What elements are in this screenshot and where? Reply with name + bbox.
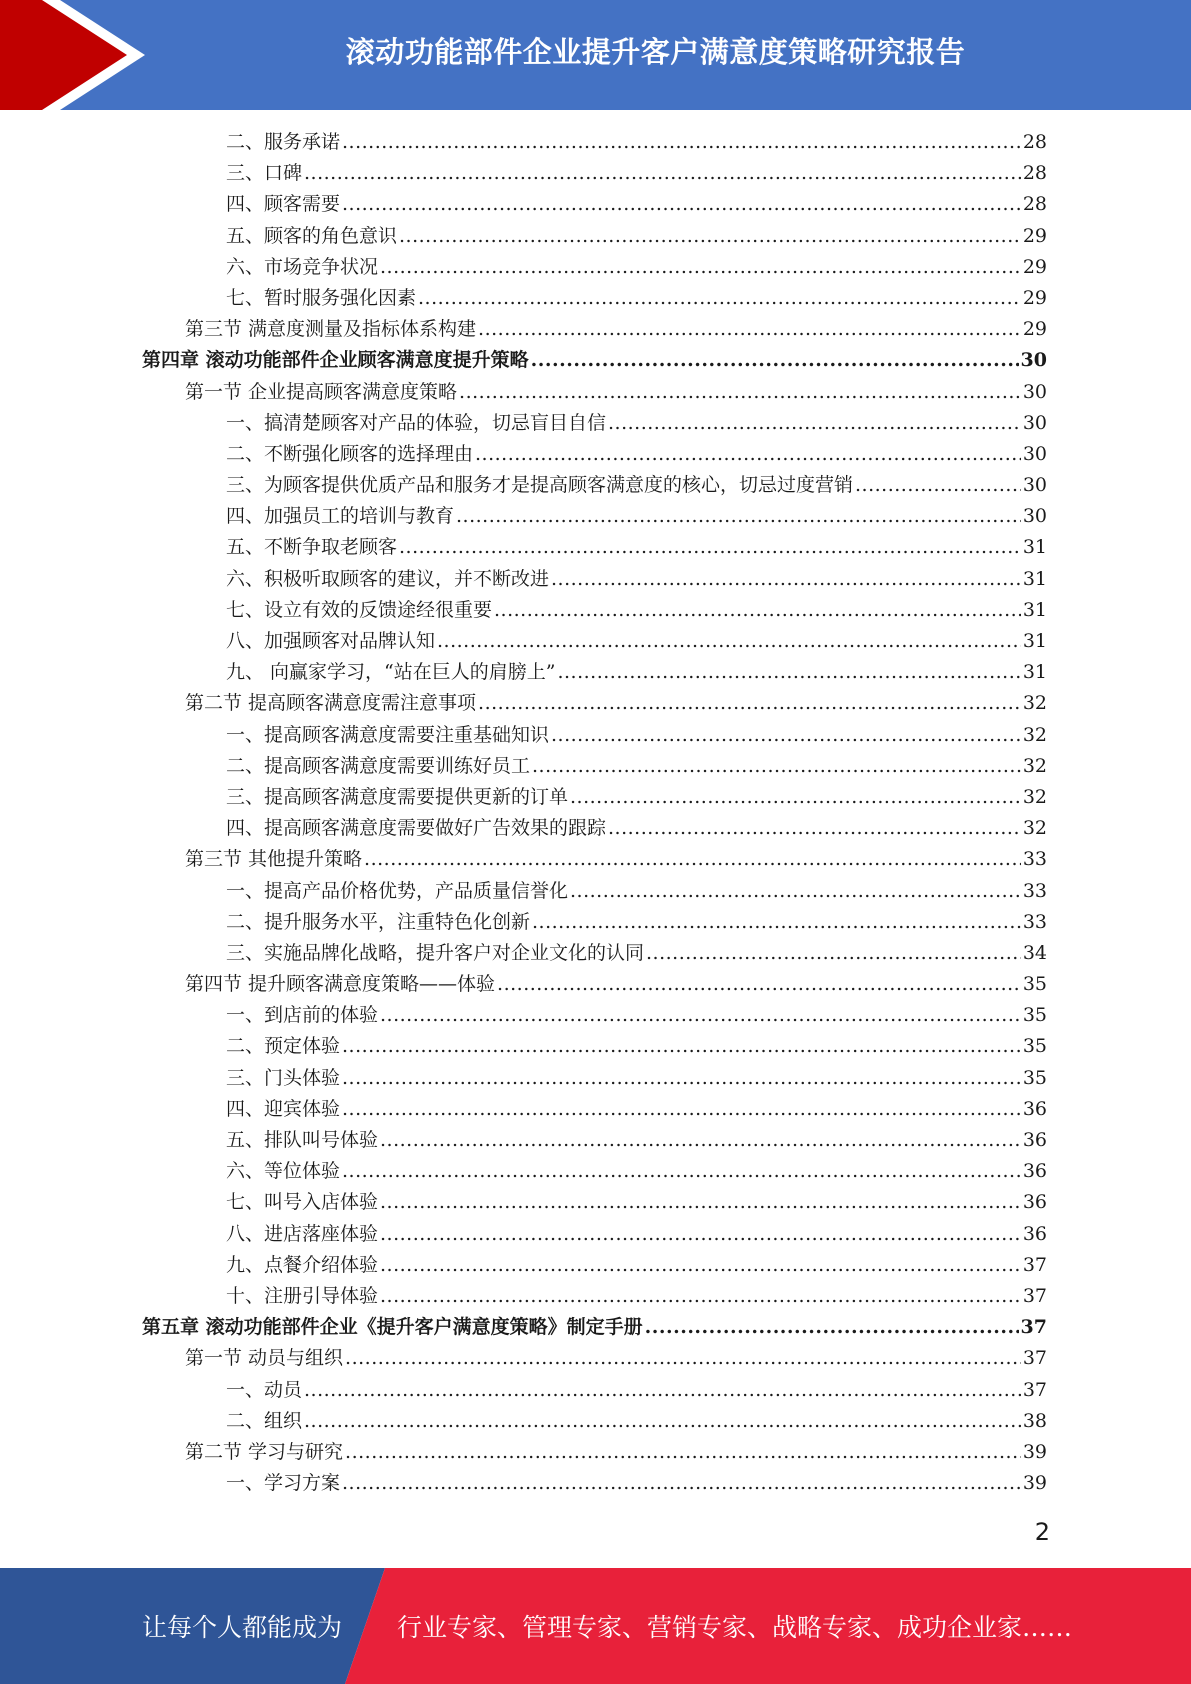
toc-entry-label: 一、提高产品价格优势，产品质量信誉化 bbox=[226, 879, 569, 902]
toc-entry-page: 31 bbox=[1022, 567, 1047, 590]
toc-entry[interactable] bbox=[0, 1250, 1191, 1281]
toc-entry[interactable] bbox=[0, 564, 1191, 595]
toc-entry-label: 二、预定体验 bbox=[226, 1035, 341, 1058]
toc-entry-label: 三、实施品牌化战略，提升客户对企业文化的认同 bbox=[226, 941, 645, 964]
footer-slogan-left: 让每个人都能成为 bbox=[142, 1613, 343, 1642]
toc-dot-leader bbox=[855, 470, 1021, 501]
toc-dot-leader bbox=[608, 408, 1021, 439]
toc-entry[interactable] bbox=[0, 657, 1191, 688]
toc-dot-leader bbox=[342, 127, 1021, 158]
toc-entry-label: 三、门头体验 bbox=[226, 1066, 341, 1089]
toc-dot-leader bbox=[342, 189, 1021, 220]
toc-dot-leader bbox=[475, 439, 1021, 470]
toc-entry-label: 七、暂时服务强化因素 bbox=[226, 286, 417, 309]
toc-entry-label: 第四章 滚动功能部件企业顾客满意度提升策略 bbox=[142, 349, 529, 372]
toc-entry-page: 36 bbox=[1022, 1191, 1047, 1214]
page-number: 2 bbox=[1034, 1518, 1050, 1546]
toc-entry-page: 31 bbox=[1022, 630, 1047, 652]
toc-entry-label: 七、设立有效的反馈途经很重要 bbox=[226, 598, 493, 621]
page-footer bbox=[0, 1568, 1191, 1684]
toc-dot-leader bbox=[304, 1406, 1021, 1437]
toc-dot-leader bbox=[399, 221, 1021, 252]
toc-entry-label: 一、搞清楚顾客对产品的体验，切忌盲目自信 bbox=[226, 411, 607, 434]
toc-entry-page: 35 bbox=[1022, 1066, 1047, 1089]
toc-dot-leader bbox=[497, 969, 1021, 1000]
toc-entry-label: 五、排队叫号体验 bbox=[226, 1129, 379, 1151]
toc-entry[interactable] bbox=[0, 626, 1191, 657]
toc-dot-leader bbox=[304, 1375, 1021, 1406]
toc-entry-page: 39 bbox=[1022, 1472, 1047, 1495]
toc-entry-page: 32 bbox=[1022, 754, 1047, 777]
toc-dot-leader bbox=[342, 1063, 1021, 1094]
toc-dot-leader bbox=[532, 751, 1021, 782]
toc-entry[interactable] bbox=[0, 1063, 1191, 1094]
toc-entry[interactable] bbox=[0, 1187, 1191, 1218]
toc-entry[interactable] bbox=[0, 252, 1191, 283]
toc-entry[interactable] bbox=[0, 1219, 1191, 1250]
toc-dot-leader bbox=[342, 1031, 1021, 1062]
toc-entry-page: 37 bbox=[1020, 1316, 1047, 1339]
toc-entry-page: 35 bbox=[1022, 1004, 1047, 1027]
toc-dot-leader bbox=[570, 876, 1021, 907]
toc-entry-page: 32 bbox=[1022, 723, 1047, 746]
toc-entry-page: 30 bbox=[1022, 442, 1047, 465]
toc-entry-label: 第四节 提升顾客满意度策略——体验 bbox=[185, 973, 496, 996]
toc-entry-label: 六、等位体验 bbox=[226, 1160, 341, 1183]
toc-entry-page: 29 bbox=[1022, 286, 1047, 309]
toc-entry-label: 六、积极听取顾客的建议，并不断改进 bbox=[226, 567, 550, 590]
toc-dot-leader bbox=[342, 1094, 1021, 1125]
toc-entry[interactable] bbox=[0, 876, 1191, 907]
toc-entry-page: 37 bbox=[1022, 1284, 1047, 1307]
toc-entry-label: 六、市场竞争状况 bbox=[226, 255, 379, 278]
toc-entry-label: 第一节 企业提高顾客满意度策略 bbox=[185, 380, 458, 403]
toc-dot-leader bbox=[478, 688, 1021, 719]
toc-entry[interactable] bbox=[0, 314, 1191, 345]
toc-entry[interactable] bbox=[0, 907, 1191, 938]
toc-entry-label: 九、点餐介绍体验 bbox=[226, 1253, 379, 1276]
toc-entry-label: 三、提高顾客满意度需要提供更新的订单 bbox=[226, 785, 569, 808]
toc-entry-page: 31 bbox=[1022, 598, 1047, 621]
page-header bbox=[0, 0, 1191, 110]
toc-dot-leader bbox=[345, 1437, 1021, 1468]
toc-entry-page: 35 bbox=[1022, 1035, 1047, 1058]
toc-entry-label: 四、加强员工的培训与教育 bbox=[226, 505, 455, 528]
toc-dot-leader bbox=[456, 501, 1021, 532]
toc-dot-leader bbox=[608, 813, 1021, 844]
toc-entry[interactable] bbox=[0, 1156, 1191, 1187]
toc-entry[interactable] bbox=[0, 345, 1191, 376]
toc-entry-label: 二、服务承诺 bbox=[226, 131, 341, 153]
toc-entry-label: 九、 向赢家学习，“站在巨人的肩膀上” bbox=[226, 661, 556, 684]
toc-dot-leader bbox=[380, 1281, 1021, 1312]
toc-entry-page: 37 bbox=[1022, 1347, 1047, 1370]
toc-entry[interactable] bbox=[0, 938, 1191, 969]
toc-dot-leader bbox=[380, 1000, 1021, 1031]
toc-entry-label: 七、叫号入店体验 bbox=[226, 1191, 379, 1214]
toc-entry[interactable] bbox=[0, 501, 1191, 532]
toc-entry[interactable] bbox=[0, 1312, 1191, 1343]
toc-entry[interactable] bbox=[0, 1375, 1191, 1406]
toc-entry-label: 第三节 满意度测量及指标体系构建 bbox=[185, 318, 477, 341]
toc-entry-label: 三、口碑 bbox=[226, 162, 303, 185]
toc-entry-page: 39 bbox=[1022, 1440, 1047, 1463]
toc-entry-label: 二、提高顾客满意度需要训练好员工 bbox=[226, 754, 531, 777]
toc-entry-label: 五、顾客的角色意识 bbox=[226, 224, 398, 247]
toc-entry[interactable] bbox=[0, 532, 1191, 563]
toc-entry-page: 30 bbox=[1020, 349, 1047, 372]
toc-entry[interactable] bbox=[0, 1281, 1191, 1312]
toc-entry-label: 四、提高顾客满意度需要做好广告效果的跟踪 bbox=[226, 817, 607, 840]
footer-slogan-right: 行业专家、管理专家、营销专家、战略专家、成功企业家…… bbox=[397, 1613, 1073, 1642]
toc-entry-label: 八、进店落座体验 bbox=[226, 1222, 379, 1245]
toc-dot-leader bbox=[380, 1219, 1021, 1250]
toc-entry[interactable] bbox=[0, 377, 1191, 408]
toc-entry[interactable] bbox=[0, 439, 1191, 470]
toc-entry-label: 二、组织 bbox=[226, 1409, 303, 1432]
toc-entry[interactable] bbox=[0, 189, 1191, 220]
toc-dot-leader bbox=[380, 1125, 1021, 1156]
toc-dot-leader bbox=[531, 345, 1019, 376]
toc-entry-page: 37 bbox=[1022, 1253, 1047, 1276]
toc-entry-page: 32 bbox=[1022, 817, 1047, 840]
toc-entry[interactable] bbox=[0, 283, 1191, 314]
toc-entry[interactable] bbox=[0, 1094, 1191, 1125]
header-arrow-decoration bbox=[0, 0, 170, 110]
toc-entry[interactable] bbox=[0, 1125, 1191, 1156]
toc-dot-leader bbox=[646, 938, 1021, 969]
toc-entry[interactable] bbox=[0, 158, 1191, 189]
toc-entry-label: 二、不断强化顾客的选择理由 bbox=[226, 442, 474, 465]
toc-entry-page: 32 bbox=[1022, 785, 1047, 808]
toc-entry[interactable] bbox=[0, 1000, 1191, 1031]
toc-entry[interactable] bbox=[0, 844, 1191, 875]
toc-dot-leader bbox=[380, 252, 1021, 283]
toc-entry-page: 36 bbox=[1022, 1097, 1047, 1120]
toc-entry[interactable] bbox=[0, 1031, 1191, 1062]
toc-entry-page: 29 bbox=[1022, 318, 1047, 341]
toc-dot-leader bbox=[342, 1468, 1021, 1499]
toc-entry-page: 30 bbox=[1022, 380, 1047, 403]
toc-entry[interactable] bbox=[0, 688, 1191, 719]
toc-dot-leader bbox=[380, 1250, 1021, 1281]
toc-entry[interactable] bbox=[0, 751, 1191, 782]
toc-entry-page: 36 bbox=[1022, 1222, 1047, 1245]
toc-entry-label: 第一节 动员与组织 bbox=[185, 1347, 344, 1370]
toc-dot-leader bbox=[345, 1343, 1021, 1374]
toc-entry-label: 五、不断争取老顾客 bbox=[226, 536, 398, 559]
toc-entry-page: 32 bbox=[1022, 692, 1047, 715]
toc-entry-label: 三、为顾客提供优质产品和服务才是提高顾客满意度的核心，切忌过度营销 bbox=[226, 474, 854, 497]
toc-dot-leader bbox=[399, 532, 1021, 563]
toc-entry-label: 第二节 提高顾客满意度需注意事项 bbox=[185, 692, 477, 715]
toc-entry-page: 30 bbox=[1022, 474, 1047, 497]
toc-entry-page: 30 bbox=[1022, 411, 1047, 434]
toc-entry-page: 36 bbox=[1022, 1129, 1047, 1151]
toc-entry[interactable] bbox=[0, 595, 1191, 626]
table-of-contents bbox=[0, 127, 1191, 1499]
toc-entry-label: 八、加强顾客对品牌认知 bbox=[226, 630, 436, 652]
toc-dot-leader bbox=[494, 595, 1021, 626]
toc-dot-leader bbox=[364, 844, 1021, 875]
toc-dot-leader bbox=[570, 782, 1021, 813]
toc-dot-leader bbox=[551, 564, 1021, 595]
toc-entry-page: 31 bbox=[1022, 536, 1047, 559]
toc-entry-label: 一、到店前的体验 bbox=[226, 1004, 379, 1027]
toc-entry-label: 十、注册引导体验 bbox=[226, 1284, 379, 1307]
toc-entry-page: 33 bbox=[1022, 910, 1047, 933]
toc-entry[interactable] bbox=[0, 221, 1191, 252]
toc-dot-leader bbox=[418, 283, 1021, 314]
toc-entry-label: 一、提高顾客满意度需要注重基础知识 bbox=[226, 723, 550, 746]
toc-entry-page: 33 bbox=[1022, 879, 1047, 902]
toc-dot-leader bbox=[645, 1312, 1019, 1343]
toc-entry-page: 28 bbox=[1022, 162, 1047, 185]
toc-entry-label: 二、提升服务水平，注重特色化创新 bbox=[226, 910, 531, 933]
toc-entry-label: 第三节 其他提升策略 bbox=[185, 848, 363, 871]
toc-entry[interactable] bbox=[0, 127, 1191, 158]
toc-entry-page: 38 bbox=[1022, 1409, 1047, 1432]
toc-dot-leader bbox=[380, 1187, 1021, 1218]
toc-entry-page: 28 bbox=[1022, 131, 1047, 153]
toc-entry[interactable] bbox=[0, 1468, 1191, 1499]
toc-entry-page: 34 bbox=[1022, 941, 1047, 964]
toc-entry-page: 29 bbox=[1022, 224, 1047, 247]
toc-entry[interactable] bbox=[0, 1406, 1191, 1437]
toc-entry-page: 29 bbox=[1022, 255, 1047, 278]
toc-entry-page: 37 bbox=[1022, 1378, 1047, 1401]
toc-entry[interactable] bbox=[0, 782, 1191, 813]
document-title: 滚动功能部件企业提升客户满意度策略研究报告 bbox=[345, 34, 966, 69]
toc-entry[interactable] bbox=[0, 1437, 1191, 1468]
toc-entry-page: 35 bbox=[1022, 973, 1047, 996]
toc-entry-label: 四、顾客需要 bbox=[226, 193, 341, 216]
toc-dot-leader bbox=[437, 626, 1021, 657]
toc-entry-page: 30 bbox=[1022, 505, 1047, 528]
toc-dot-leader bbox=[532, 907, 1021, 938]
toc-dot-leader bbox=[551, 720, 1021, 751]
toc-entry-label: 第五章 滚动功能部件企业《提升客户满意度策略》制定手册 bbox=[142, 1316, 643, 1339]
toc-entry[interactable] bbox=[0, 470, 1191, 501]
toc-entry[interactable] bbox=[0, 1343, 1191, 1374]
toc-dot-leader bbox=[304, 158, 1021, 189]
toc-dot-leader bbox=[342, 1156, 1021, 1187]
toc-entry-page: 31 bbox=[1022, 661, 1047, 684]
toc-entry[interactable] bbox=[0, 813, 1191, 844]
toc-entry[interactable] bbox=[0, 408, 1191, 439]
toc-entry-label: 一、学习方案 bbox=[226, 1472, 341, 1495]
toc-entry-page: 36 bbox=[1022, 1160, 1047, 1183]
toc-entry-page: 28 bbox=[1022, 193, 1047, 216]
toc-dot-leader bbox=[557, 657, 1020, 688]
toc-entry-label: 第二节 学习与研究 bbox=[185, 1440, 344, 1463]
toc-entry-label: 四、迎宾体验 bbox=[226, 1097, 341, 1120]
toc-dot-leader bbox=[459, 377, 1021, 408]
toc-entry[interactable] bbox=[0, 720, 1191, 751]
toc-entry-label: 一、动员 bbox=[226, 1378, 303, 1401]
toc-entry-page: 33 bbox=[1022, 848, 1047, 871]
toc-entry[interactable] bbox=[0, 969, 1191, 1000]
toc-dot-leader bbox=[478, 314, 1021, 345]
